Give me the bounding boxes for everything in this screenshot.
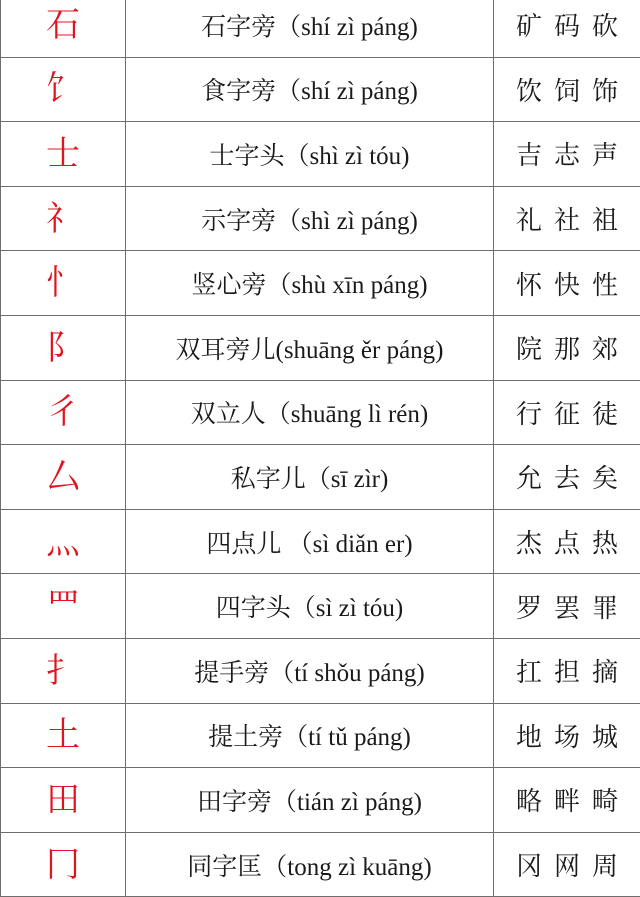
- radical-name-cell: 双立人（shuāng lì rén): [126, 380, 494, 445]
- table-row: [1, 638, 640, 703]
- radical-cell: 厶: [1, 445, 126, 510]
- radical-name-cell: 食字旁（shí zì páng): [126, 57, 494, 122]
- table-row: [1, 57, 640, 122]
- radical-name-cell: 士字头（shì zì tóu): [126, 122, 494, 187]
- table-row: [1, 574, 640, 639]
- radical-cell: 礻: [1, 186, 126, 251]
- table-row: [1, 509, 640, 574]
- example-characters-cell: 院那郊: [494, 315, 640, 380]
- radical-name-cell: 田字旁（tián zì páng): [126, 768, 494, 833]
- radical-cell: 罒: [1, 574, 126, 639]
- radical-cell: 石: [1, 0, 126, 57]
- table-row: [1, 380, 640, 445]
- radical-cell: 灬: [1, 509, 126, 574]
- table-row: [1, 768, 640, 833]
- radical-name-cell: 示字旁（shì zì páng): [126, 186, 494, 251]
- example-characters-cell: 怀快性: [494, 251, 640, 316]
- radical-cell: 士: [1, 122, 126, 187]
- table-row: [1, 186, 640, 251]
- example-characters-cell: 杰点热: [494, 509, 640, 574]
- radical-cell: 阝: [1, 315, 126, 380]
- table-row: [1, 445, 640, 510]
- example-characters-cell: 饮饲饰: [494, 57, 640, 122]
- example-characters-cell: 冈网周: [494, 832, 640, 897]
- radical-cell: 彳: [1, 380, 126, 445]
- radical-name-cell: 同字匡（tong zì kuāng): [126, 832, 494, 897]
- example-characters-cell: 允去矣: [494, 445, 640, 510]
- example-characters-cell: 扛担摘: [494, 638, 640, 703]
- radical-cell: 冂: [1, 832, 126, 897]
- radical-cell: 忄: [1, 251, 126, 316]
- table-row: [1, 122, 640, 187]
- table-row: [1, 0, 640, 57]
- radical-cell: 扌: [1, 638, 126, 703]
- radical-name-cell: 四字头（sì zì tóu): [126, 574, 494, 639]
- example-characters-cell: 略畔畸: [494, 768, 640, 833]
- radical-name-cell: 双耳旁儿(shuāng ěr páng): [126, 315, 494, 380]
- radical-cell: 田: [1, 768, 126, 833]
- radical-name-cell: 四点儿 （sì diǎn er): [126, 509, 494, 574]
- table-row: [1, 315, 640, 380]
- example-characters-cell: 礼社祖: [494, 186, 640, 251]
- radical-cell: 饣: [1, 57, 126, 122]
- example-characters-cell: 矿码砍: [494, 0, 640, 57]
- radical-name-cell: 提手旁（tí shǒu páng): [126, 638, 494, 703]
- table-row: [1, 832, 640, 897]
- radical-name-cell: 提土旁（tí tǔ páng): [126, 703, 494, 768]
- example-characters-cell: 行征徒: [494, 380, 640, 445]
- example-characters-cell: 罗罢罪: [494, 574, 640, 639]
- example-characters-cell: 地场城: [494, 703, 640, 768]
- table-row: [1, 703, 640, 768]
- radical-name-cell: 私字儿（sī zìr): [126, 445, 494, 510]
- example-characters-cell: 吉志声: [494, 122, 640, 187]
- radical-cell: 土: [1, 703, 126, 768]
- radical-name-cell: 竖心旁（shù xīn páng): [126, 251, 494, 316]
- radical-name-cell: 石字旁（shí zì páng): [126, 0, 494, 57]
- table-body: [1, 0, 640, 897]
- table-row: [1, 251, 640, 316]
